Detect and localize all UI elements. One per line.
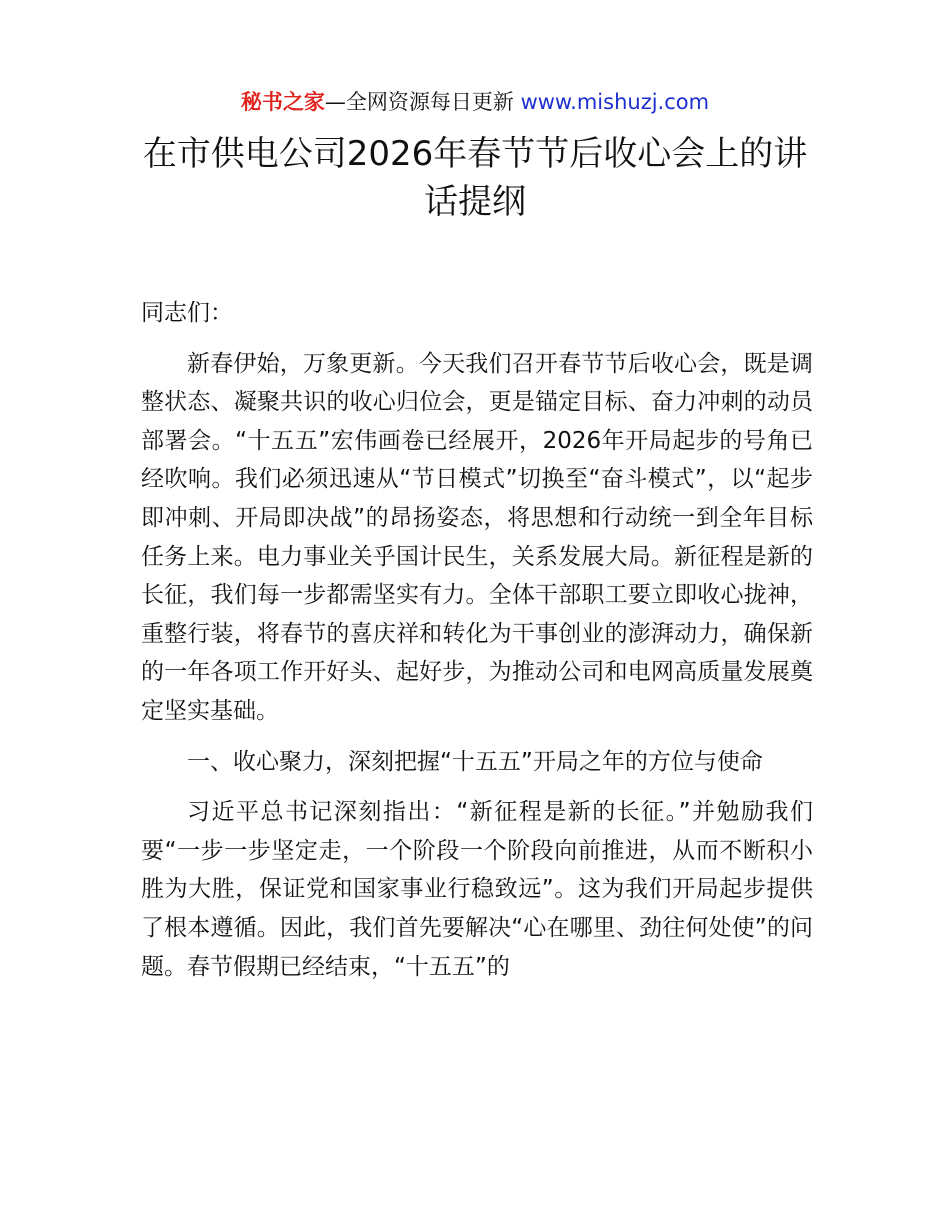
document-title: 在市供电公司2026年春节节后收心会上的讲话提纲 xyxy=(142,134,808,222)
site-header xyxy=(0,88,950,116)
greeting: 同志们： xyxy=(141,300,233,326)
header-tagline: —全网资源每日更新 xyxy=(324,90,521,114)
site-url: www.mishuzj.com xyxy=(520,90,710,114)
section-heading-1: 一、收心聚力，深刻把握“十五五”开局之年的方位与使命 xyxy=(187,748,763,775)
brand-name: 秘书之家 xyxy=(240,90,325,114)
paragraph-intro: 新春伊始，万象更新。今天我们召开春节节后收心会，既是调整状态、凝聚共识的收心归位会，更是锚定目标、奋力冲刺的动员部署会。“十五五”宏伟画卷已经展开，2026年开局起步的号角已经吹响。我们必须迅速从“节日模式”切换至“奋斗模式”，以“起步即冲刺、开局即决战”的昂扬姿态，将思想和行动统一到全年目标任务上来。电力事业关乎国计民生，关系发展大局。新征程是新的长征，我们每一步都需坚实有力。全体干部职工要立即收心拢神，重整行装，将春节的喜庆祥和转化为干事创业的澎湃动力，确保新的一年各项工作开好头、起好步，为推动公司和电网高质量发展奠定坚实基础。 xyxy=(141,350,813,724)
document-body xyxy=(141,294,813,998)
paragraph-section-1: 习近平总书记深刻指出：“新征程是新的长征。”并勉励我们要“一步一步坚定走，一个阶段一个阶段向前推进，从而不断积小胜为大胜，保证党和国家事业行稳致远”。这为我们开局起步提供了根本遵循。因此，我们首先要解决“心在哪里、劲往何处使”的问题。春节假期已经结束，“十五五”的 xyxy=(141,799,813,980)
